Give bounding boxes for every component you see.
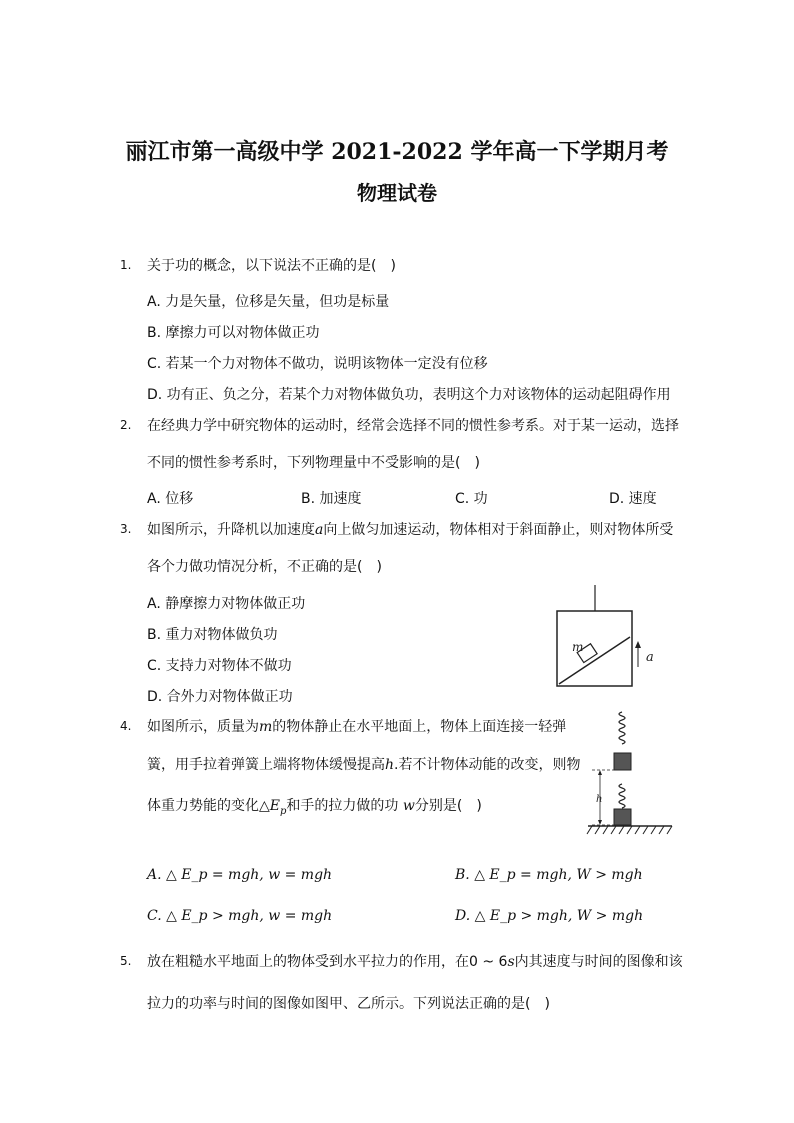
option-b: B. 加速度 [301,491,362,507]
question-stem-cont: 簧，用手拉着弹簧上端将物体缓慢提高h.若不计物体动能的改变，则物 [147,757,581,773]
acceleration-label: a [646,650,654,665]
option-c: C. 若某一个力对物体不做功，说明该物体一定没有位移 [147,356,488,372]
height-label: h [596,794,603,805]
question-number: 4. [120,719,132,733]
question-stem-cont: 不同的惯性参考系时，下列物理量中不受影响的是( ) [147,455,480,471]
question-stem-cont: 各个力做功情况分析，不正确的是( ) [147,559,382,575]
option-a: A. 静摩擦力对物体做正功 [147,596,306,612]
option-d: D. △ E_p > mgh, W > mgh [455,908,644,924]
option-c: C. 功 [455,491,488,507]
option-b: B. 重力对物体做负功 [147,627,278,643]
elevator-incline-figure [550,585,670,690]
question-stem: 如图所示，质量为m的物体静止在水平地面上，物体上面连接一轻弹 [147,719,567,735]
option-a: A. △ E_p = mgh, w = mgh [147,867,333,883]
option-c: C. 支持力对物体不做功 [147,658,292,674]
question-number: 5. [120,954,132,968]
question-stem-cont: 拉力的功率与时间的图像如图甲、乙所示。下列说法正确的是( ) [147,996,550,1012]
mass-label: m [572,640,584,654]
option-b: B. 摩擦力可以对物体做正功 [147,325,320,341]
option-d: D. 速度 [609,491,657,507]
option-d: D. 合外力对物体做正功 [147,689,293,705]
question-stem: 关于功的概念，以下说法不正确的是( ) [147,258,396,274]
option-a: A. 位移 [147,491,194,507]
question-number: 3. [120,522,132,536]
question-stem: 在经典力学中研究物体的运动时，经常会选择不同的惯性参考系。对于某一运动，选择 [147,418,679,434]
option-a: A. 力是矢量，位移是矢量，但功是标量 [147,294,390,310]
question-stem: 如图所示，升降机以加速度a向上做匀加速运动，物体相对于斜面静止，则对物体所受 [147,522,674,538]
question-stem: 放在粗糙水平地面上的物体受到水平拉力的作用，在0 ~ 6s内其速度与时间的图像和该 [147,954,683,970]
question-number: 1. [120,258,132,272]
option-b: B. △ E_p = mgh, W > mgh [455,867,643,883]
question-number: 2. [120,418,132,432]
option-c: C. △ E_p > mgh, w = mgh [147,908,333,924]
exam-subtitle: 物理试卷 [357,181,437,205]
option-d: D. 功有正、负之分，若某个力对物体做负功，表明这个力对该物体的运动起阻碍作用 [147,387,671,403]
spring-block-figure [578,708,678,843]
question-stem-cont: 体重力势能的变化$\triangle E_p$和手的拉力做的功 w分别是( ) [147,798,482,817]
exam-title: 丽江市第一高级中学 2021-2022 学年高一下学期月考 [125,139,669,165]
